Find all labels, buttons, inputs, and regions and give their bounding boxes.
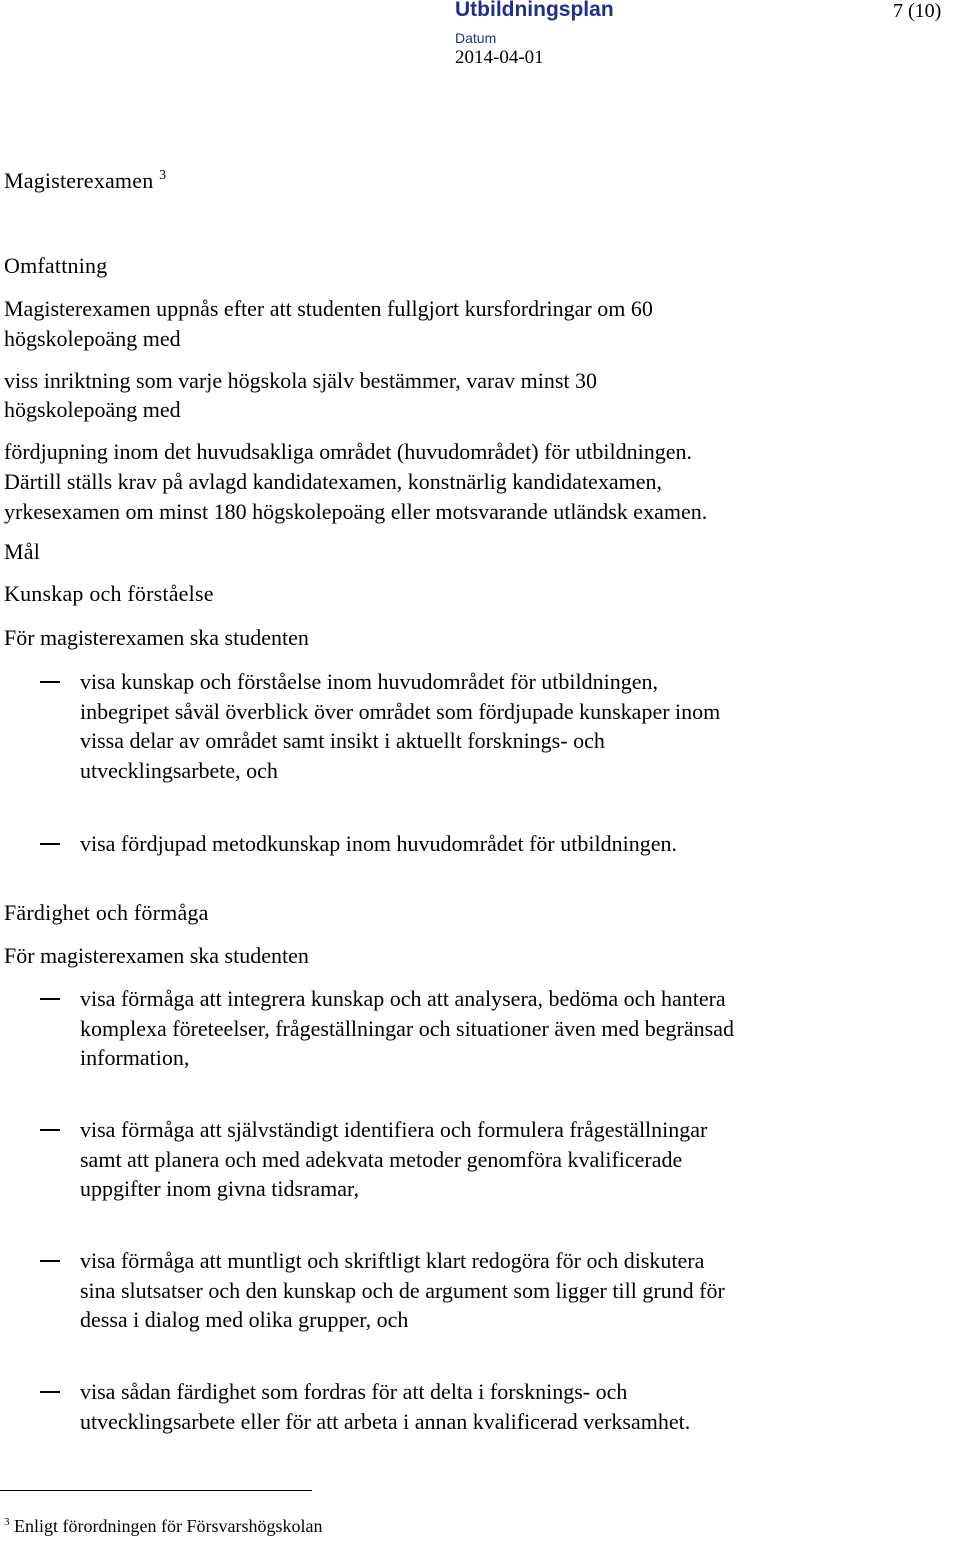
omfattning-heading: Omfattning bbox=[4, 253, 108, 278]
kunskap-heading: Kunskap och förståelse bbox=[4, 581, 214, 606]
bullet-dash bbox=[40, 998, 60, 1000]
document-title: Utbildningsplan bbox=[455, 0, 614, 21]
footnote bbox=[4, 1516, 322, 1537]
fardighet-bullet: visa sådan färdighet som fordras för att delta i forsknings- och utvecklingsarbete eller för att arbeta i annan kvalificerad verksamhet. bbox=[80, 1379, 691, 1434]
omfattning-line: yrkesexamen om minst 180 högskolepoäng eller motsvarande utländsk examen. bbox=[4, 499, 708, 524]
fardighet-intro: För magisterexamen ska studenten bbox=[4, 943, 309, 968]
bullet-dash bbox=[40, 1260, 60, 1262]
kunskap-intro: För magisterexamen ska studenten bbox=[4, 625, 309, 650]
omfattning-line: högskolepoäng med bbox=[4, 326, 181, 351]
omfattning-line: Därtill ställs krav på avlagd kandidatexamen, konstnärlig kandidatexamen, bbox=[4, 469, 662, 494]
fardighet-heading: Färdighet och förmåga bbox=[4, 900, 209, 925]
kunskap-bullet: visa fördjupad metodkunskap inom huvudområdet för utbildningen. bbox=[80, 831, 677, 856]
fardighet-bullet: visa förmåga att muntligt och skriftligt klart redogöra för och diskutera sina slutsatser och den kunskap och de argument som ligger till grund för dessa i dialog med olika grupper, och bbox=[80, 1248, 725, 1332]
omfattning-line: fördjupning inom det huvudsakliga området (huvudområdet) för utbildningen. bbox=[4, 439, 692, 464]
document-date: 2014-04-01 bbox=[455, 47, 544, 68]
fardighet-bullet: visa förmåga att integrera kunskap och att analysera, bedöma och hantera komplexa företeelser, frågeställningar och situationer även med begränsad information, bbox=[80, 986, 734, 1070]
omfattning-line: Magisterexamen uppnås efter att studenten fullgjort kursfordringar om 60 bbox=[4, 296, 653, 321]
bullet-dash bbox=[40, 1129, 60, 1131]
date-label: Datum bbox=[455, 30, 497, 46]
page-number: 7 (10) bbox=[893, 0, 942, 22]
bullet-dash bbox=[40, 681, 60, 683]
omfattning-line: högskolepoäng med bbox=[4, 397, 181, 422]
section-title-text: Magisterexamen bbox=[4, 168, 154, 193]
footnote-number: 3 bbox=[4, 1516, 10, 1528]
fardighet-bullet: visa förmåga att självständigt identifiera och formulera frågeställningar samt att planera och med adekvata metoder genomföra kvalificerade uppgifter inom givna tidsramar, bbox=[80, 1117, 708, 1201]
footnote-reference: 3 bbox=[159, 168, 167, 183]
footnote-text: Enligt förordningen för Försvarshögskolan bbox=[14, 1516, 323, 1536]
bullet-dash bbox=[40, 1391, 60, 1393]
mal-heading: Mål bbox=[4, 539, 41, 564]
footnote-separator bbox=[0, 1490, 312, 1491]
section-title bbox=[4, 168, 166, 194]
kunskap-bullet: visa kunskap och förståelse inom huvudområdet för utbildningen, inbegripet såväl överblick över området som fördjupade kunskaper inom vissa delar av området samt insikt i aktuellt forsknings- och utvecklingsarbete, och bbox=[80, 669, 721, 783]
omfattning-line: viss inriktning som varje högskola själv bestämmer, varav minst 30 bbox=[4, 368, 598, 393]
bullet-dash bbox=[40, 843, 60, 845]
